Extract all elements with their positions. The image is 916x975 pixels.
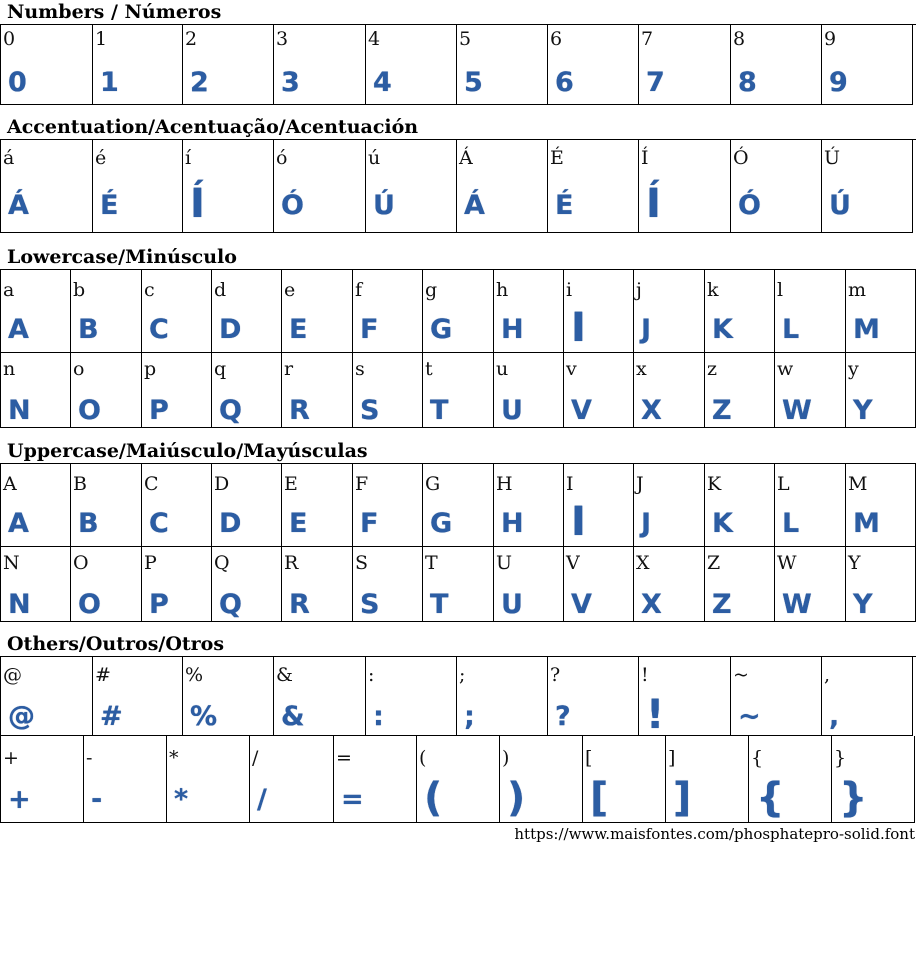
glyph-cell — [93, 140, 183, 233]
character-label: V — [566, 552, 580, 574]
character-label: Í — [641, 147, 649, 169]
font-glyph-sample: F — [360, 508, 379, 539]
character-label: K — [707, 473, 722, 495]
font-glyph-sample: É — [100, 190, 119, 221]
character-label: O — [73, 552, 89, 574]
glyph-cell — [1, 140, 93, 233]
glyph-cell — [142, 270, 212, 353]
font-glyph-sample: * — [174, 784, 189, 815]
glyph-cell — [71, 353, 142, 428]
glyph-cell — [1, 25, 93, 105]
glyph-cell — [494, 353, 564, 428]
glyph-grid — [0, 736, 916, 823]
glyph-cell — [775, 547, 846, 622]
glyph-cell — [832, 736, 915, 823]
character-label: } — [834, 747, 847, 769]
character-label: Ó — [733, 147, 749, 169]
font-glyph-sample: C — [149, 508, 169, 539]
font-glyph-sample: T — [430, 589, 449, 620]
section-numbers — [0, 0, 916, 105]
font-glyph-sample: E — [289, 314, 308, 345]
font-glyph-sample: @ — [8, 701, 35, 732]
glyph-cell — [1, 657, 93, 736]
glyph-grid — [0, 463, 916, 547]
font-glyph-sample: Q — [219, 395, 242, 426]
character-label: 0 — [3, 28, 16, 50]
glyph-grid — [0, 353, 916, 428]
glyph-cell — [366, 140, 457, 233]
font-glyph-sample: 7 — [646, 67, 665, 98]
character-label: É — [550, 147, 564, 169]
character-label: p — [144, 358, 157, 380]
glyph-cell — [634, 464, 705, 547]
glyph-cell — [457, 140, 548, 233]
character-label: E — [284, 473, 298, 495]
character-label: x — [636, 358, 647, 380]
font-glyph-sample: J — [641, 314, 652, 345]
font-glyph-sample: P — [149, 589, 169, 620]
character-label: Á — [459, 147, 473, 169]
character-label: 2 — [185, 28, 198, 50]
character-label: T — [425, 552, 438, 574]
glyph-cell — [494, 270, 564, 353]
character-label: 3 — [276, 28, 289, 50]
glyph-cell — [639, 657, 731, 736]
font-glyph-sample: ; — [464, 701, 475, 732]
font-glyph-sample: - — [91, 784, 103, 815]
font-glyph-sample: S — [360, 395, 380, 426]
character-label: % — [185, 664, 204, 686]
font-glyph-sample: X — [641, 589, 662, 620]
character-label: + — [3, 747, 19, 769]
font-glyph-sample: U — [501, 589, 523, 620]
character-label: ( — [419, 747, 427, 769]
font-glyph-sample: ( — [424, 775, 443, 821]
glyph-cell — [423, 353, 494, 428]
character-label: ~ — [733, 664, 749, 686]
glyph-cell — [1, 353, 71, 428]
section-title: Lowercase/Minúsculo — [7, 246, 237, 268]
character-label: G — [425, 473, 441, 495]
font-glyph-sample: W — [782, 395, 812, 426]
glyph-cell — [183, 140, 274, 233]
font-glyph-sample: ~ — [738, 701, 761, 732]
font-glyph-sample: T — [430, 395, 449, 426]
character-label: t — [425, 358, 433, 380]
font-glyph-sample: ] — [673, 775, 692, 821]
character-label: ó — [276, 147, 288, 169]
section-title: Numbers / Números — [7, 1, 222, 23]
glyph-cell — [71, 547, 142, 622]
font-glyph-sample: B — [78, 508, 99, 539]
character-label: ! — [641, 664, 649, 686]
source-url: https://www.maisfontes.com/phosphatepro-solid.font — [514, 825, 915, 843]
glyph-cell — [274, 140, 366, 233]
character-label: Z — [707, 552, 721, 574]
character-label: B — [73, 473, 87, 495]
glyph-cell — [274, 25, 366, 105]
character-label: v — [566, 358, 577, 380]
character-label: ] — [668, 747, 676, 769]
glyph-cell — [353, 353, 423, 428]
font-glyph-sample: 4 — [373, 67, 392, 98]
font-glyph-sample: J — [641, 508, 652, 539]
font-glyph-sample: D — [219, 314, 242, 345]
character-label: o — [73, 358, 85, 380]
glyph-cell — [457, 25, 548, 105]
font-glyph-sample: / — [257, 784, 267, 815]
font-glyph-sample: M — [853, 314, 880, 345]
glyph-cell — [564, 270, 634, 353]
font-glyph-sample: K — [712, 314, 733, 345]
font-glyph-sample: H — [501, 508, 524, 539]
character-label: ? — [550, 664, 561, 686]
font-glyph-sample: B — [78, 314, 99, 345]
font-glyph-sample: P — [149, 395, 169, 426]
font-glyph-sample: S — [360, 589, 380, 620]
character-label: J — [636, 473, 644, 495]
glyph-cell — [93, 657, 183, 736]
glyph-cell — [212, 270, 282, 353]
character-label: c — [144, 279, 155, 301]
font-glyph-sample: Í — [190, 181, 205, 227]
character-label: - — [86, 747, 93, 769]
glyph-cell — [212, 353, 282, 428]
glyph-cell — [183, 657, 274, 736]
font-glyph-sample: , — [829, 701, 840, 732]
font-glyph-sample: O — [78, 589, 101, 620]
font-glyph-sample: N — [8, 395, 31, 426]
font-glyph-sample: L — [782, 508, 800, 539]
font-glyph-sample: ! — [646, 692, 665, 736]
section-accentuation — [0, 115, 916, 233]
font-glyph-sample: ) — [507, 775, 526, 821]
character-label: R — [284, 552, 299, 574]
glyph-cell — [583, 736, 666, 823]
glyph-cell — [705, 547, 775, 622]
font-glyph-sample: I — [571, 305, 586, 351]
font-glyph-sample: M — [853, 508, 880, 539]
character-label: m — [848, 279, 867, 301]
glyph-cell — [548, 657, 639, 736]
character-label: 6 — [550, 28, 563, 50]
glyph-cell — [666, 736, 749, 823]
font-glyph-sample: H — [501, 314, 524, 345]
character-label: A — [3, 473, 17, 495]
glyph-cell — [71, 464, 142, 547]
font-glyph-sample: R — [289, 395, 310, 426]
character-label: ) — [502, 747, 510, 769]
character-label: í — [185, 147, 192, 169]
font-glyph-sample: # — [100, 701, 123, 732]
font-glyph-sample: K — [712, 508, 733, 539]
glyph-cell — [731, 25, 822, 105]
glyph-grid — [0, 139, 916, 233]
font-glyph-sample: A — [8, 314, 29, 345]
font-glyph-sample: X — [641, 395, 662, 426]
glyph-cell — [353, 547, 423, 622]
glyph-grid — [0, 269, 916, 353]
section-lowercase — [0, 245, 916, 428]
glyph-grid — [0, 547, 916, 622]
character-label: á — [3, 147, 15, 169]
character-label: M — [848, 473, 868, 495]
character-label: 1 — [95, 28, 108, 50]
glyph-cell — [731, 657, 822, 736]
character-label: k — [707, 279, 719, 301]
section-title: Others/Outros/Otros — [7, 633, 225, 655]
font-glyph-sample: D — [219, 508, 242, 539]
font-glyph-sample: Ó — [281, 190, 304, 221]
glyph-cell — [822, 25, 913, 105]
character-label: H — [496, 473, 513, 495]
glyph-cell — [366, 657, 457, 736]
glyph-cell — [142, 547, 212, 622]
section-title: Accentuation/Acentuação/Acentuación — [7, 116, 419, 138]
glyph-cell — [564, 464, 634, 547]
glyph-cell — [274, 657, 366, 736]
glyph-cell — [564, 547, 634, 622]
character-label: b — [73, 279, 86, 301]
glyph-cell — [639, 25, 731, 105]
glyph-cell — [212, 464, 282, 547]
font-glyph-sample: R — [289, 589, 310, 620]
font-glyph-sample: C — [149, 314, 169, 345]
character-label: U — [496, 552, 513, 574]
glyph-cell — [93, 25, 183, 105]
glyph-cell — [564, 353, 634, 428]
character-label: P — [144, 552, 157, 574]
font-glyph-sample: Ú — [829, 190, 851, 221]
font-glyph-sample: V — [571, 589, 592, 620]
character-label: @ — [3, 664, 22, 686]
character-label: g — [425, 279, 438, 301]
font-glyph-sample: L — [782, 314, 800, 345]
character-label: I — [566, 473, 574, 495]
glyph-cell — [822, 140, 913, 233]
character-label: X — [636, 552, 650, 574]
font-glyph-sample: Ú — [373, 190, 395, 221]
character-label: 5 — [459, 28, 472, 50]
glyph-cell — [423, 270, 494, 353]
glyph-cell — [639, 140, 731, 233]
glyph-cell — [705, 464, 775, 547]
glyph-cell — [334, 736, 417, 823]
glyph-cell — [494, 547, 564, 622]
font-glyph-sample: + — [8, 784, 31, 815]
font-glyph-sample: É — [555, 190, 574, 221]
font-glyph-sample: % — [190, 701, 218, 732]
glyph-cell — [494, 464, 564, 547]
glyph-cell — [282, 270, 353, 353]
glyph-cell — [775, 270, 846, 353]
font-glyph-sample: = — [341, 784, 364, 815]
font-glyph-sample: I — [571, 499, 586, 545]
character-label: 7 — [641, 28, 654, 50]
character-label: u — [496, 358, 509, 380]
character-label: a — [3, 279, 15, 301]
font-glyph-sample: } — [839, 775, 868, 821]
font-glyph-sample: V — [571, 395, 592, 426]
character-label: L — [777, 473, 790, 495]
character-label: F — [355, 473, 369, 495]
character-label: f — [355, 279, 363, 301]
glyph-cell — [250, 736, 334, 823]
font-glyph-sample: A — [8, 508, 29, 539]
character-label: y — [848, 358, 859, 380]
character-label: j — [636, 279, 642, 301]
glyph-cell — [548, 140, 639, 233]
glyph-grid — [0, 24, 916, 105]
section-title: Uppercase/Maiúsculo/Mayúsculas — [7, 440, 368, 462]
character-label: N — [3, 552, 20, 574]
glyph-cell — [775, 353, 846, 428]
character-label: S — [355, 552, 369, 574]
character-label: Q — [214, 552, 230, 574]
character-label: , — [824, 664, 831, 686]
section-others — [0, 632, 916, 823]
glyph-cell — [749, 736, 832, 823]
glyph-cell — [183, 25, 274, 105]
character-label: = — [336, 747, 352, 769]
glyph-cell — [705, 270, 775, 353]
font-glyph-sample: Í — [646, 181, 661, 227]
glyph-cell — [1, 270, 71, 353]
font-glyph-sample: G — [430, 314, 453, 345]
font-glyph-sample: 5 — [464, 67, 483, 98]
font-glyph-sample: 6 — [555, 67, 574, 98]
character-label: Y — [848, 552, 861, 574]
font-glyph-sample: Y — [853, 395, 873, 426]
glyph-cell — [417, 736, 500, 823]
character-label: h — [496, 279, 509, 301]
character-label: / — [252, 747, 259, 769]
font-glyph-sample: { — [756, 775, 785, 821]
glyph-cell — [167, 736, 250, 823]
character-label: W — [777, 552, 797, 574]
font-glyph-sample: 8 — [738, 67, 757, 98]
font-glyph-sample: Á — [464, 190, 485, 221]
font-glyph-sample: Y — [853, 589, 873, 620]
character-label: * — [169, 747, 179, 769]
character-label: ú — [368, 147, 381, 169]
section-uppercase — [0, 439, 916, 622]
font-glyph-sample: U — [501, 395, 523, 426]
font-glyph-sample: 9 — [829, 67, 848, 98]
glyph-cell — [353, 464, 423, 547]
glyph-cell — [822, 657, 913, 736]
character-label: Ú — [824, 147, 841, 169]
font-glyph-sample: & — [281, 701, 305, 732]
glyph-cell — [84, 736, 167, 823]
font-glyph-sample: F — [360, 314, 379, 345]
character-label: r — [284, 358, 294, 380]
font-glyph-sample: 3 — [281, 67, 300, 98]
character-label: n — [3, 358, 16, 380]
glyph-cell — [634, 270, 705, 353]
glyph-cell — [142, 353, 212, 428]
character-label: # — [95, 664, 111, 686]
glyph-cell — [846, 353, 916, 428]
character-label: & — [276, 664, 293, 686]
font-glyph-sample: O — [78, 395, 101, 426]
glyph-cell — [500, 736, 583, 823]
font-glyph-sample: Á — [8, 190, 29, 221]
glyph-cell — [1, 464, 71, 547]
character-label: : — [368, 664, 375, 686]
glyph-cell — [705, 353, 775, 428]
glyph-cell — [282, 353, 353, 428]
font-glyph-sample: 0 — [8, 67, 27, 98]
font-glyph-sample: N — [8, 589, 31, 620]
font-glyph-sample: [ — [590, 775, 609, 821]
font-glyph-sample: G — [430, 508, 453, 539]
glyph-cell — [366, 25, 457, 105]
character-label: 8 — [733, 28, 746, 50]
glyph-cell — [846, 270, 916, 353]
font-glyph-sample: W — [782, 589, 812, 620]
font-glyph-sample: 2 — [190, 67, 209, 98]
glyph-cell — [731, 140, 822, 233]
character-label: ; — [459, 664, 466, 686]
glyph-cell — [846, 547, 916, 622]
character-label: C — [144, 473, 159, 495]
character-label: e — [284, 279, 296, 301]
glyph-cell — [1, 547, 71, 622]
glyph-cell — [775, 464, 846, 547]
glyph-cell — [212, 547, 282, 622]
glyph-cell — [282, 464, 353, 547]
glyph-grid — [0, 656, 916, 736]
glyph-cell — [1, 736, 84, 823]
glyph-cell — [282, 547, 353, 622]
character-label: l — [777, 279, 784, 301]
glyph-cell — [423, 547, 494, 622]
character-label: [ — [585, 747, 593, 769]
font-glyph-sample: : — [373, 701, 384, 732]
font-glyph-sample: ? — [555, 701, 571, 732]
character-label: q — [214, 358, 227, 380]
glyph-cell — [353, 270, 423, 353]
character-label: w — [777, 358, 794, 380]
character-label: 4 — [368, 28, 381, 50]
character-label: s — [355, 358, 365, 380]
glyph-cell — [71, 270, 142, 353]
glyph-cell — [423, 464, 494, 547]
character-label: { — [751, 747, 764, 769]
character-label: d — [214, 279, 227, 301]
character-label: 9 — [824, 28, 837, 50]
glyph-cell — [548, 25, 639, 105]
font-glyph-sample: Z — [712, 395, 732, 426]
character-label: z — [707, 358, 718, 380]
glyph-cell — [634, 353, 705, 428]
character-label: é — [95, 147, 107, 169]
font-glyph-sample: E — [289, 508, 308, 539]
font-glyph-sample: Q — [219, 589, 242, 620]
font-glyph-sample: Z — [712, 589, 732, 620]
glyph-cell — [846, 464, 916, 547]
font-glyph-sample: 1 — [100, 67, 119, 98]
character-label: D — [214, 473, 230, 495]
glyph-cell — [457, 657, 548, 736]
character-label: i — [566, 279, 573, 301]
glyph-cell — [634, 547, 705, 622]
font-glyph-sample: Ó — [738, 190, 761, 221]
glyph-cell — [142, 464, 212, 547]
